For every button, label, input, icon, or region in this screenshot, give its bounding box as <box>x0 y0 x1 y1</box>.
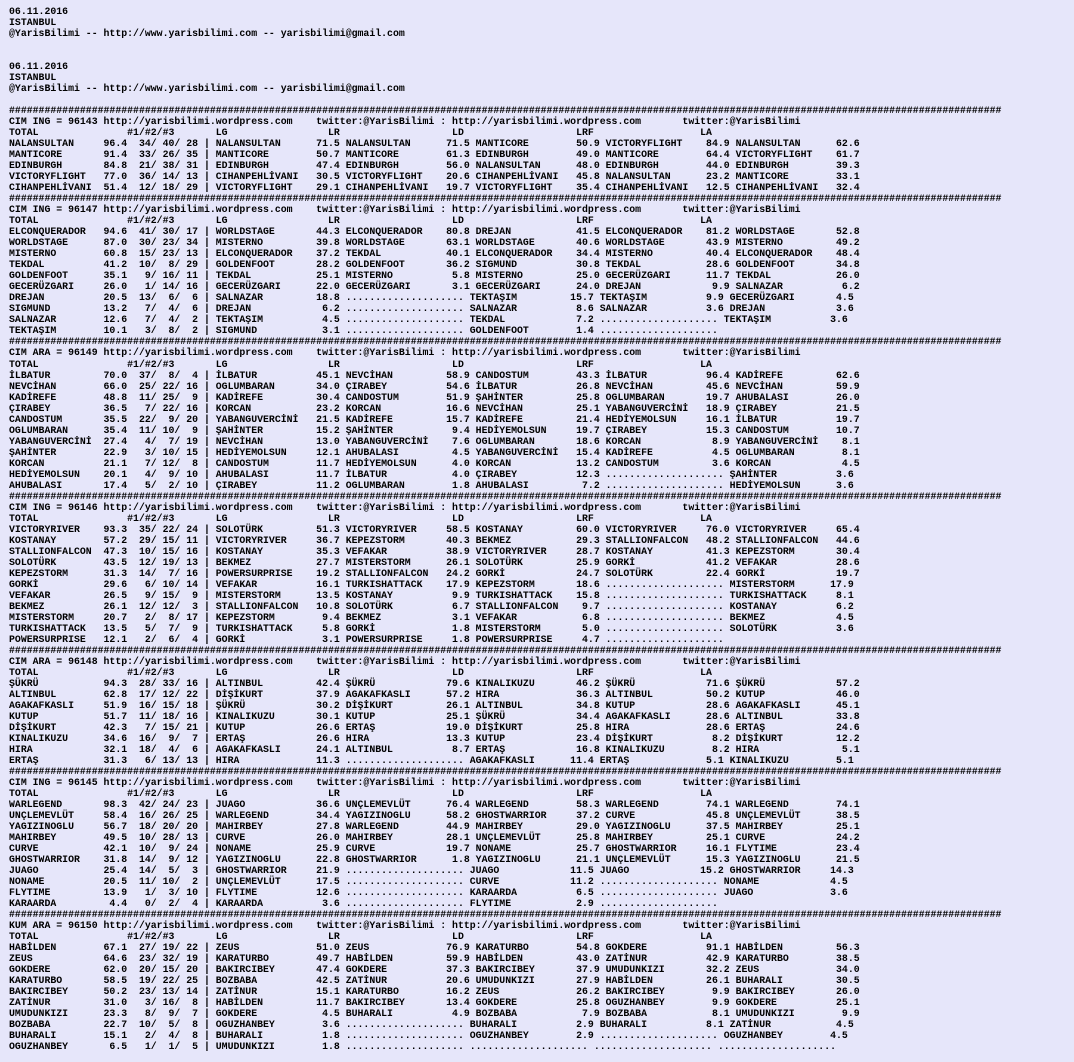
horse-row: BAKIRCIBEY 50.2 23/ 13/ 14 | ZATİNUR 15.1 KARATURBO 16.2 ZEUS 26.2 BAKIRCIBEY 9.9 BAKIRCIBEY 26.0 <box>9 986 860 998</box>
horse-row: KEPEZSTORM 31.3 14/ 7/ 16 | POWERSURPRISE 19.2 STALLIONFALCON 24.2 GORKİ 24.7 SOLOTÜRK 22.4 GORKİ 19.7 <box>9 567 860 579</box>
horse-row: KOSTANAY 57.2 29/ 15/ 11 | VICTORYRIVER 36.7 KEPEZSTORM 40.3 BEKMEZ 29.3 STALLIONFALCON 48.2 STALLIONFALCON 44.6 <box>9 534 860 546</box>
blank-line <box>9 50 1074 61</box>
horse-row: İLBATUR 70.0 37/ 8/ 4 | İLBATUR 45.1 NEVCİHAN 58.9 CANDOSTUM 43.3 İLBATUR 96.4 KADİREFE 62.6 <box>9 369 860 381</box>
horse-row: GORKİ 29.6 6/ 10/ 14 | VEFAKAR 16.1 TURKISHATTACK 17.9 KEPEZSTORM 18.6 .................... MISTERSTORM 17.9 <box>9 578 854 590</box>
horse-row: AHUBALASI 17.4 5/ 2/ 10 | ÇIRABEY 11.2 OGLUMBARAN 1.8 AHUBALASI 7.2 .................... HEDİYEMOLSUN 3.6 <box>9 479 854 491</box>
column-header-line: TOTAL #1/#2/#3 LG LR LD LRF LA <box>9 931 712 943</box>
horse-row: WORLDSTAGE 87.0 30/ 23/ 34 | MISTERNO 39.8 WORLDSTAGE 63.1 WORLDSTAGE 40.6 WORLDSTAGE 43.9 MISTERNO 49.2 <box>9 237 860 249</box>
horse-row: ALTINBUL 62.8 17/ 12/ 22 | DİŞİKURT 37.9 AGAKAFKASLI 57.2 HIRA 36.3 ALTINBUL 50.2 KUTUP 46.0 <box>9 688 860 700</box>
horse-row: MISTERSTORM 20.7 2/ 8/ 17 | KEPEZSTORM 9.4 BEKMEZ 3.1 VEFAKAR 6.8 .................... BEKMEZ 4.5 <box>9 611 854 623</box>
column-header-line: TOTAL #1/#2/#3 LG LR LD LRF LA <box>9 788 712 800</box>
column-header-line: TOTAL #1/#2/#3 LG LR LD LRF LA <box>9 512 712 524</box>
horse-row: MISTERNO 60.8 15/ 23/ 13 | ELCONQUERADOR 37.2 TEKDAL 40.1 ELCONQUERADOR 34.4 MISTERNO 40.4 ELCONQUERADOR 48.4 <box>9 248 860 260</box>
horse-row: UMUDUNKIZI 23.3 8/ 9/ 7 | GOKDERE 4.5 BUHARALI 4.9 BOZBABA 7.9 BOZBABA 8.1 UMUDUNKIZI 9.9 <box>9 1008 860 1020</box>
horse-row: CURVE 42.1 10/ 9/ 24 | NONAME 25.9 CURVE 19.7 NONAME 25.7 GHOSTWARRIOR 16.1 FLYTIME 23.4 <box>9 843 860 855</box>
horse-row: SALNAZAR 12.6 7/ 4/ 2 | TEKTAŞIM 4.5 .................... TEKDAL 7.2 .................... TEKTAŞIM 3.6 <box>9 314 848 326</box>
horse-row: ERTAŞ 31.3 6/ 13/ 13 | HIRA 11.3 .................... AGAKAFKASLI 11.4 ERTAŞ 5.1 KINALIKUZU 5.1 <box>9 755 854 767</box>
horse-row: NALANSULTAN 96.4 34/ 40/ 28 | NALANSULTAN 71.5 NALANSULTAN 71.5 MANTICORE 50.9 VICTORYFLIGHT 84.9 NALANSULTAN 62.6 <box>9 138 860 150</box>
section-separator: ######################################################################################################################################################################## <box>9 909 1002 921</box>
blank-line <box>9 39 1074 50</box>
horse-row: NEVCİHAN 66.0 25/ 22/ 16 | OGLUMBARAN 34.0 ÇIRABEY 54.6 İLBATUR 26.8 NEVCİHAN 45.6 NEVCİHAN 59.9 <box>9 380 860 392</box>
horse-row: KARATURBO 58.5 19/ 22/ 25 | BOZBABA 42.5 ZATİNUR 20.6 UMUDUNKIZI 27.9 HABİLDEN 26.1 BUHARALI 30.5 <box>9 975 860 987</box>
section-separator: ######################################################################################################################################################################## <box>9 490 1002 502</box>
race-header-line: CIM ARA = 96149 http://yarisbilimi.wordpress.com twitter:@YarisBilimi : http://yarisbilimi.wordpress.com twitter:@YarisBilimi <box>9 347 801 359</box>
section-separator: ######################################################################################################################################################################## <box>9 105 1002 117</box>
horse-row: UNÇLEMEVLÜT 58.4 16/ 26/ 25 | WARLEGEND 34.4 YAGIZINOGLU 58.2 GHOSTWARRIOR 37.2 CURVE 45.8 UNÇLEMEVLÜT 38.5 <box>9 810 860 822</box>
contact-line: @YarisBilimi -- http://www.yarisbilimi.com -- yarisbilimi@gmail.com <box>9 83 405 95</box>
horse-row: ÇIRABEY 36.5 7/ 22/ 16 | KORCAN 23.2 KORCAN 16.6 NEVCİHAN 25.1 YABANGUVERCİNİ 18.9 ÇIRABEY 21.5 <box>9 402 860 414</box>
date-line: 06.11.2016 <box>9 6 69 17</box>
horse-row: SOLOTÜRK 43.5 12/ 19/ 13 | BEKMEZ 27.7 MISTERSTORM 26.1 SOLOTÜRK 25.9 GORKİ 41.2 VEFAKAR 28.6 <box>9 556 860 568</box>
section-separator: ######################################################################################################################################################################## <box>9 336 1002 348</box>
race-header-line: CIM ARA = 96148 http://yarisbilimi.wordpress.com twitter:@YarisBilimi : http://yarisbilimi.wordpress.com twitter:@YarisBilimi <box>9 655 801 667</box>
horse-row: KARAARDA 4.4 0/ 2/ 4 | KARAARDA 3.6 .................... FLYTIME 2.9 .................... <box>9 898 718 910</box>
horse-row: BUHARALI 15.1 2/ 4/ 8 | BUHARALI 1.8 .................... OGUZHANBEY 2.9 .................... OGUZHANBEY 4.5 <box>9 1030 848 1042</box>
horse-row: POWERSURPRISE 12.1 2/ 6/ 4 | GORKİ 3.1 POWERSURPRISE 1.8 POWERSURPRISE 4.7 .................... <box>9 633 724 645</box>
horse-row: STALLIONFALCON 47.3 10/ 15/ 16 | KOSTANAY 35.3 VEFAKAR 38.9 VICTORYRIVER 28.7 KOSTANAY 41.3 KEPEZSTORM 30.4 <box>9 545 860 557</box>
horse-row: EDINBURGH 84.8 21/ 38/ 31 | EDINBURGH 47.4 EDINBURGH 56.0 NALANSULTAN 48.0 EDINBURGH 44.0 EDINBURGH 39.3 <box>9 160 860 172</box>
horse-row: BOZBABA 22.7 10/ 5/ 8 | OGUZHANBEY 3.6 .................... BUHARALI 2.9 BUHARALI 8.1 ZATİNUR 4.5 <box>9 1019 854 1031</box>
horse-row: HEDİYEMOLSUN 20.1 4/ 9/ 10 | AHUBALASI 11.7 İLBATUR 4.0 ÇIRABEY 12.3 .................... ŞAHİNTER 3.6 <box>9 468 854 480</box>
section-separator: ######################################################################################################################################################################## <box>9 766 1002 778</box>
race-header-line: CIM ING = 96147 http://yarisbilimi.wordpress.com twitter:@YarisBilimi : http://yarisbilimi.wordpress.com twitter:@YarisBilimi <box>9 204 801 216</box>
horse-row: KORCAN 21.1 7/ 12/ 8 | CANDOSTUM 11.7 HEDİYEMOLSUN 4.0 KORCAN 13.2 CANDOSTUM 3.6 KORCAN 4.5 <box>9 457 860 469</box>
text-line: ISTANBUL <box>9 72 57 84</box>
horse-row: OGUZHANBEY 6.5 1/ 1/ 5 | UMUDUNKIZI 1.8 .................... .................... .................... .................... <box>9 1041 837 1053</box>
contact-line: @YarisBilimi -- http://www.yarisbilimi.com -- yarisbilimi@gmail.com <box>9 28 405 40</box>
horse-row: SIGMUND 13.2 7/ 4/ 6 | DREJAN 6.2 .................... SALNAZAR 8.6 SALNAZAR 3.6 DREJAN 3.6 <box>9 303 854 315</box>
horse-row: FLYTIME 13.9 1/ 3/ 10 | FLYTIME 12.6 .................... KARAARDA 6.5 .................... JUAGO 3.6 <box>9 887 848 899</box>
horse-row: HABİLDEN 67.1 27/ 19/ 22 | ZEUS 51.0 ZEUS 76.9 KARATURBO 54.8 GOKDERE 91.1 HABİLDEN 56.3 <box>9 942 860 954</box>
horse-row: KINALIKUZU 34.6 16/ 9/ 7 | ERTAŞ 26.6 HIRA 13.3 KUTUP 23.4 DİŞİKURT 8.2 DİŞİKURT 12.2 <box>9 733 860 745</box>
horse-row: TEKDAL 41.2 10/ 8/ 29 | GOLDENFOOT 28.2 GOLDENFOOT 36.2 SIGMUND 30.8 TEKDAL 28.6 GOLDENFOOT 34.8 <box>9 259 860 271</box>
race-header-line: KUM ARA = 96150 http://yarisbilimi.wordpress.com twitter:@YarisBilimi : http://yarisbilimi.wordpress.com twitter:@YarisBilimi <box>9 920 801 932</box>
horse-row: TURKISHATTACK 13.5 5/ 7/ 9 | TURKISHATTACK 5.8 GORKİ 1.8 MISTERSTORM 5.0 .................... SOLOTÜRK 3.6 <box>9 622 854 634</box>
horse-row: YAGIZINOGLU 56.7 18/ 20/ 20 | MAHIRBEY 27.8 WARLEGEND 44.9 MAHIRBEY 29.0 YAGIZINOGLU 37.5 MAHIRBEY 25.1 <box>9 821 860 833</box>
horse-row: KUTUP 51.7 11/ 18/ 16 | KINALIKUZU 30.1 KUTUP 25.1 ŞÜKRÜ 34.4 AGAKAFKASLI 28.6 ALTINBUL 33.8 <box>9 711 860 722</box>
horse-row: GOLDENFOOT 35.1 9/ 16/ 11 | TEKDAL 25.1 MISTERNO 5.8 MISTERNO 25.0 GECERÜZGARI 11.7 TEKDAL 26.0 <box>9 270 860 282</box>
section-separator: ######################################################################################################################################################################## <box>9 193 1002 205</box>
horse-row: ZEUS 64.6 23/ 32/ 19 | KARATURBO 49.7 HABİLDEN 59.9 HABİLDEN 43.0 ZATİNUR 42.9 KARATURBO 38.5 <box>9 953 860 965</box>
horse-row: TEKTAŞIM 10.1 3/ 8/ 2 | SIGMUND 3.1 .................... GOLDENFOOT 1.4 .................... <box>9 325 718 337</box>
horse-row: CIHANPEHLİVANI 51.4 12/ 18/ 29 | VICTORYFLIGHT 29.1 CIHANPEHLİVANI 19.7 VICTORYFLIGHT 35.4 CIHANPEHLİVANI 12.5 CIHANPEHLİVANI 32.4 <box>9 182 860 194</box>
horse-row: NONAME 20.5 11/ 10/ 2 | UNÇLEMEVLÜT 17.5 .................... CURVE 11.2 .................... NONAME 4.5 <box>9 876 848 888</box>
horse-row: AGAKAFKASLI 51.9 16/ 15/ 18 | ŞÜKRÜ 30.2 DİŞİKURT 26.1 ALTINBUL 34.8 KUTUP 28.6 AGAKAFKASLI 45.1 <box>9 699 860 711</box>
horse-row: BEKMEZ 26.1 12/ 12/ 3 | STALLIONFALCON 10.8 SOLOTÜRK 6.7 STALLIONFALCON 9.7 .................... KOSTANAY 6.2 <box>9 600 854 612</box>
column-header-line: TOTAL #1/#2/#3 LG LR LD LRF LA <box>9 127 712 139</box>
race-header-line: CIM ING = 96145 http://yarisbilimi.wordpress.com twitter:@YarisBilimi : http://yarisbilimi.wordpress.com twitter:@YarisBilimi <box>9 777 801 789</box>
blank-line <box>9 94 1074 105</box>
text-line: ISTANBUL <box>9 17 57 29</box>
horse-row: ŞAHİNTER 22.9 3/ 10/ 15 | HEDİYEMOLSUN 12.1 AHUBALASI 4.5 YABANGUVERCİNİ 15.4 KADİREFE 4.5 OGLUMBARAN 8.1 <box>9 446 860 458</box>
horse-row: OGLUMBARAN 35.4 11/ 10/ 9 | ŞAHİNTER 15.2 ŞAHİNTER 9.4 HEDİYEMOLSUN 19.7 ÇIRABEY 15.3 CANDOSTUM 10.7 <box>9 424 860 436</box>
horse-row: WARLEGEND 98.3 42/ 24/ 23 | JUAGO 36.6 UNÇLEMEVLÜT 76.4 WARLEGEND 58.3 WARLEGEND 74.1 WARLEGEND 74.1 <box>9 799 860 811</box>
horse-row: ZATİNUR 31.0 3/ 16/ 8 | HABİLDEN 11.7 BAKIRCIBEY 13.4 GOKDERE 25.8 OGUZHANBEY 9.9 GOKDERE 25.1 <box>9 997 860 1009</box>
horse-row: HIRA 32.1 18/ 4/ 6 | AGAKAFKASLI 24.1 ALTINBUL 8.7 ERTAŞ 16.8 KINALIKUZU 8.2 HIRA 5.1 <box>9 744 860 756</box>
horse-row: GHOSTWARRIOR 31.8 14/ 9/ 12 | YAGIZINOGLU 22.8 GHOSTWARRIOR 1.8 YAGIZINOGLU 21.1 UNÇLEMEVLÜT 15.3 YAGIZINOGLU 21.5 <box>9 854 860 866</box>
horse-row: MANTICORE 91.4 33/ 26/ 35 | MANTICORE 50.7 MANTICORE 61.3 EDINBURGH 49.0 MANTICORE 64.4 VICTORYFLIGHT 61.7 <box>9 149 860 161</box>
horse-row: YABANGUVERCİNİ 27.4 4/ 7/ 19 | NEVCİHAN 13.0 YABANGUVERCİNİ 7.6 OGLUMBARAN 18.6 KORCAN 8.9 YABANGUVERCİNİ 8.1 <box>9 435 860 447</box>
horse-row: VICTORYFLIGHT 77.0 36/ 14/ 13 | CIHANPEHLİVANI 30.5 VICTORYFLIGHT 20.6 CIHANPEHLİVANI 45.8 NALANSULTAN 23.2 MANTICORE 33.1 <box>9 171 860 183</box>
column-header-line: TOTAL #1/#2/#3 LG LR LD LRF LA <box>9 358 712 370</box>
race-header-line: CIM ING = 96146 http://yarisbilimi.wordpress.com twitter:@YarisBilimi : http://yarisbilimi.wordpress.com twitter:@YarisBilimi <box>9 501 801 513</box>
column-header-line: TOTAL #1/#2/#3 LG LR LD LRF LA <box>9 215 712 227</box>
horse-row: VEFAKAR 26.5 9/ 15/ 9 | MISTERSTORM 13.5 KOSTANAY 9.9 TURKISHATTACK 15.8 .................... TURKISHATTACK 8.1 <box>9 589 854 601</box>
horse-row: GECERÜZGARI 26.0 1/ 14/ 16 | GECERÜZGARI 22.0 GECERÜZGARI 3.1 GECERÜZGARI 24.0 DREJAN 9.9 SALNAZAR 6.2 <box>9 281 860 293</box>
horse-row: GOKDERE 62.0 20/ 15/ 20 | BAKIRCIBEY 47.4 GOKDERE 37.3 BAKIRCIBEY 37.9 UMUDUNKIZI 32.2 ZEUS 34.0 <box>9 964 860 976</box>
horse-row: JUAGO 25.4 14/ 5/ 3 | GHOSTWARRIOR 21.9 .................... JUAGO 11.5 JUAGO 15.2 GHOSTWARRIOR 14.3 <box>9 865 854 877</box>
horse-row: VICTORYRIVER 93.3 35/ 22/ 24 | SOLOTÜRK 51.3 VICTORYRIVER 58.5 KOSTANAY 60.0 VICTORYRIVER 76.0 VICTORYRIVER 65.4 <box>9 523 860 535</box>
date-line: 06.11.2016 <box>9 61 69 73</box>
section-separator: ######################################################################################################################################################################## <box>9 644 1002 656</box>
horse-row: DREJAN 20.5 13/ 6/ 6 | SALNAZAR 18.8 .................... TEKTAŞIM 15.7 TEKTAŞIM 9.9 GECERÜZGARI 4.5 <box>9 292 854 304</box>
horse-row: MAHIRBEY 49.5 10/ 28/ 13 | CURVE 26.0 MAHIRBEY 28.1 UNÇLEMEVLÜT 25.8 MAHIRBEY 25.1 CURVE 24.2 <box>9 832 860 844</box>
horse-row: ELCONQUERADOR 94.6 41/ 30/ 17 | WORLDSTAGE 44.3 ELCONQUERADOR 80.8 DREJAN 41.5 ELCONQUERADOR 81.2 WORLDSTAGE 52.8 <box>9 226 860 238</box>
column-header-line: TOTAL #1/#2/#3 LG LR LD LRF LA <box>9 666 712 678</box>
race-header-line: CIM ING = 96143 http://yarisbilimi.wordpress.com twitter:@YarisBilimi : http://yarisbilimi.wordpress.com twitter:@YarisBilimi <box>9 116 801 128</box>
horse-row: DİŞİKURT 42.3 7/ 15/ 21 | KUTUP 26.6 ERTAŞ 19.0 DİŞİKURT 25.8 HIRA 28.6 ERTAŞ 24.6 <box>9 722 860 734</box>
horse-row: ŞÜKRÜ 94.3 28/ 33/ 16 | ALTINBUL 42.4 ŞÜKRÜ 79.6 KINALIKUZU 46.2 ŞÜKRÜ 71.6 ŞÜKRÜ 57.2 <box>9 677 860 689</box>
horse-row: CANDOSTUM 35.5 22/ 9/ 20 | YABANGUVERCİNİ 21.5 KADİREFE 15.7 KADİREFE 21.4 HEDİYEMOLSUN 16.1 İLBATUR 19.7 <box>9 413 860 425</box>
horse-row: KADİREFE 48.8 11/ 25/ 9 | KADİREFE 30.4 CANDOSTUM 51.9 ŞAHİNTER 25.8 OGLUMBARAN 19.7 AHUBALASI 26.0 <box>9 391 860 403</box>
